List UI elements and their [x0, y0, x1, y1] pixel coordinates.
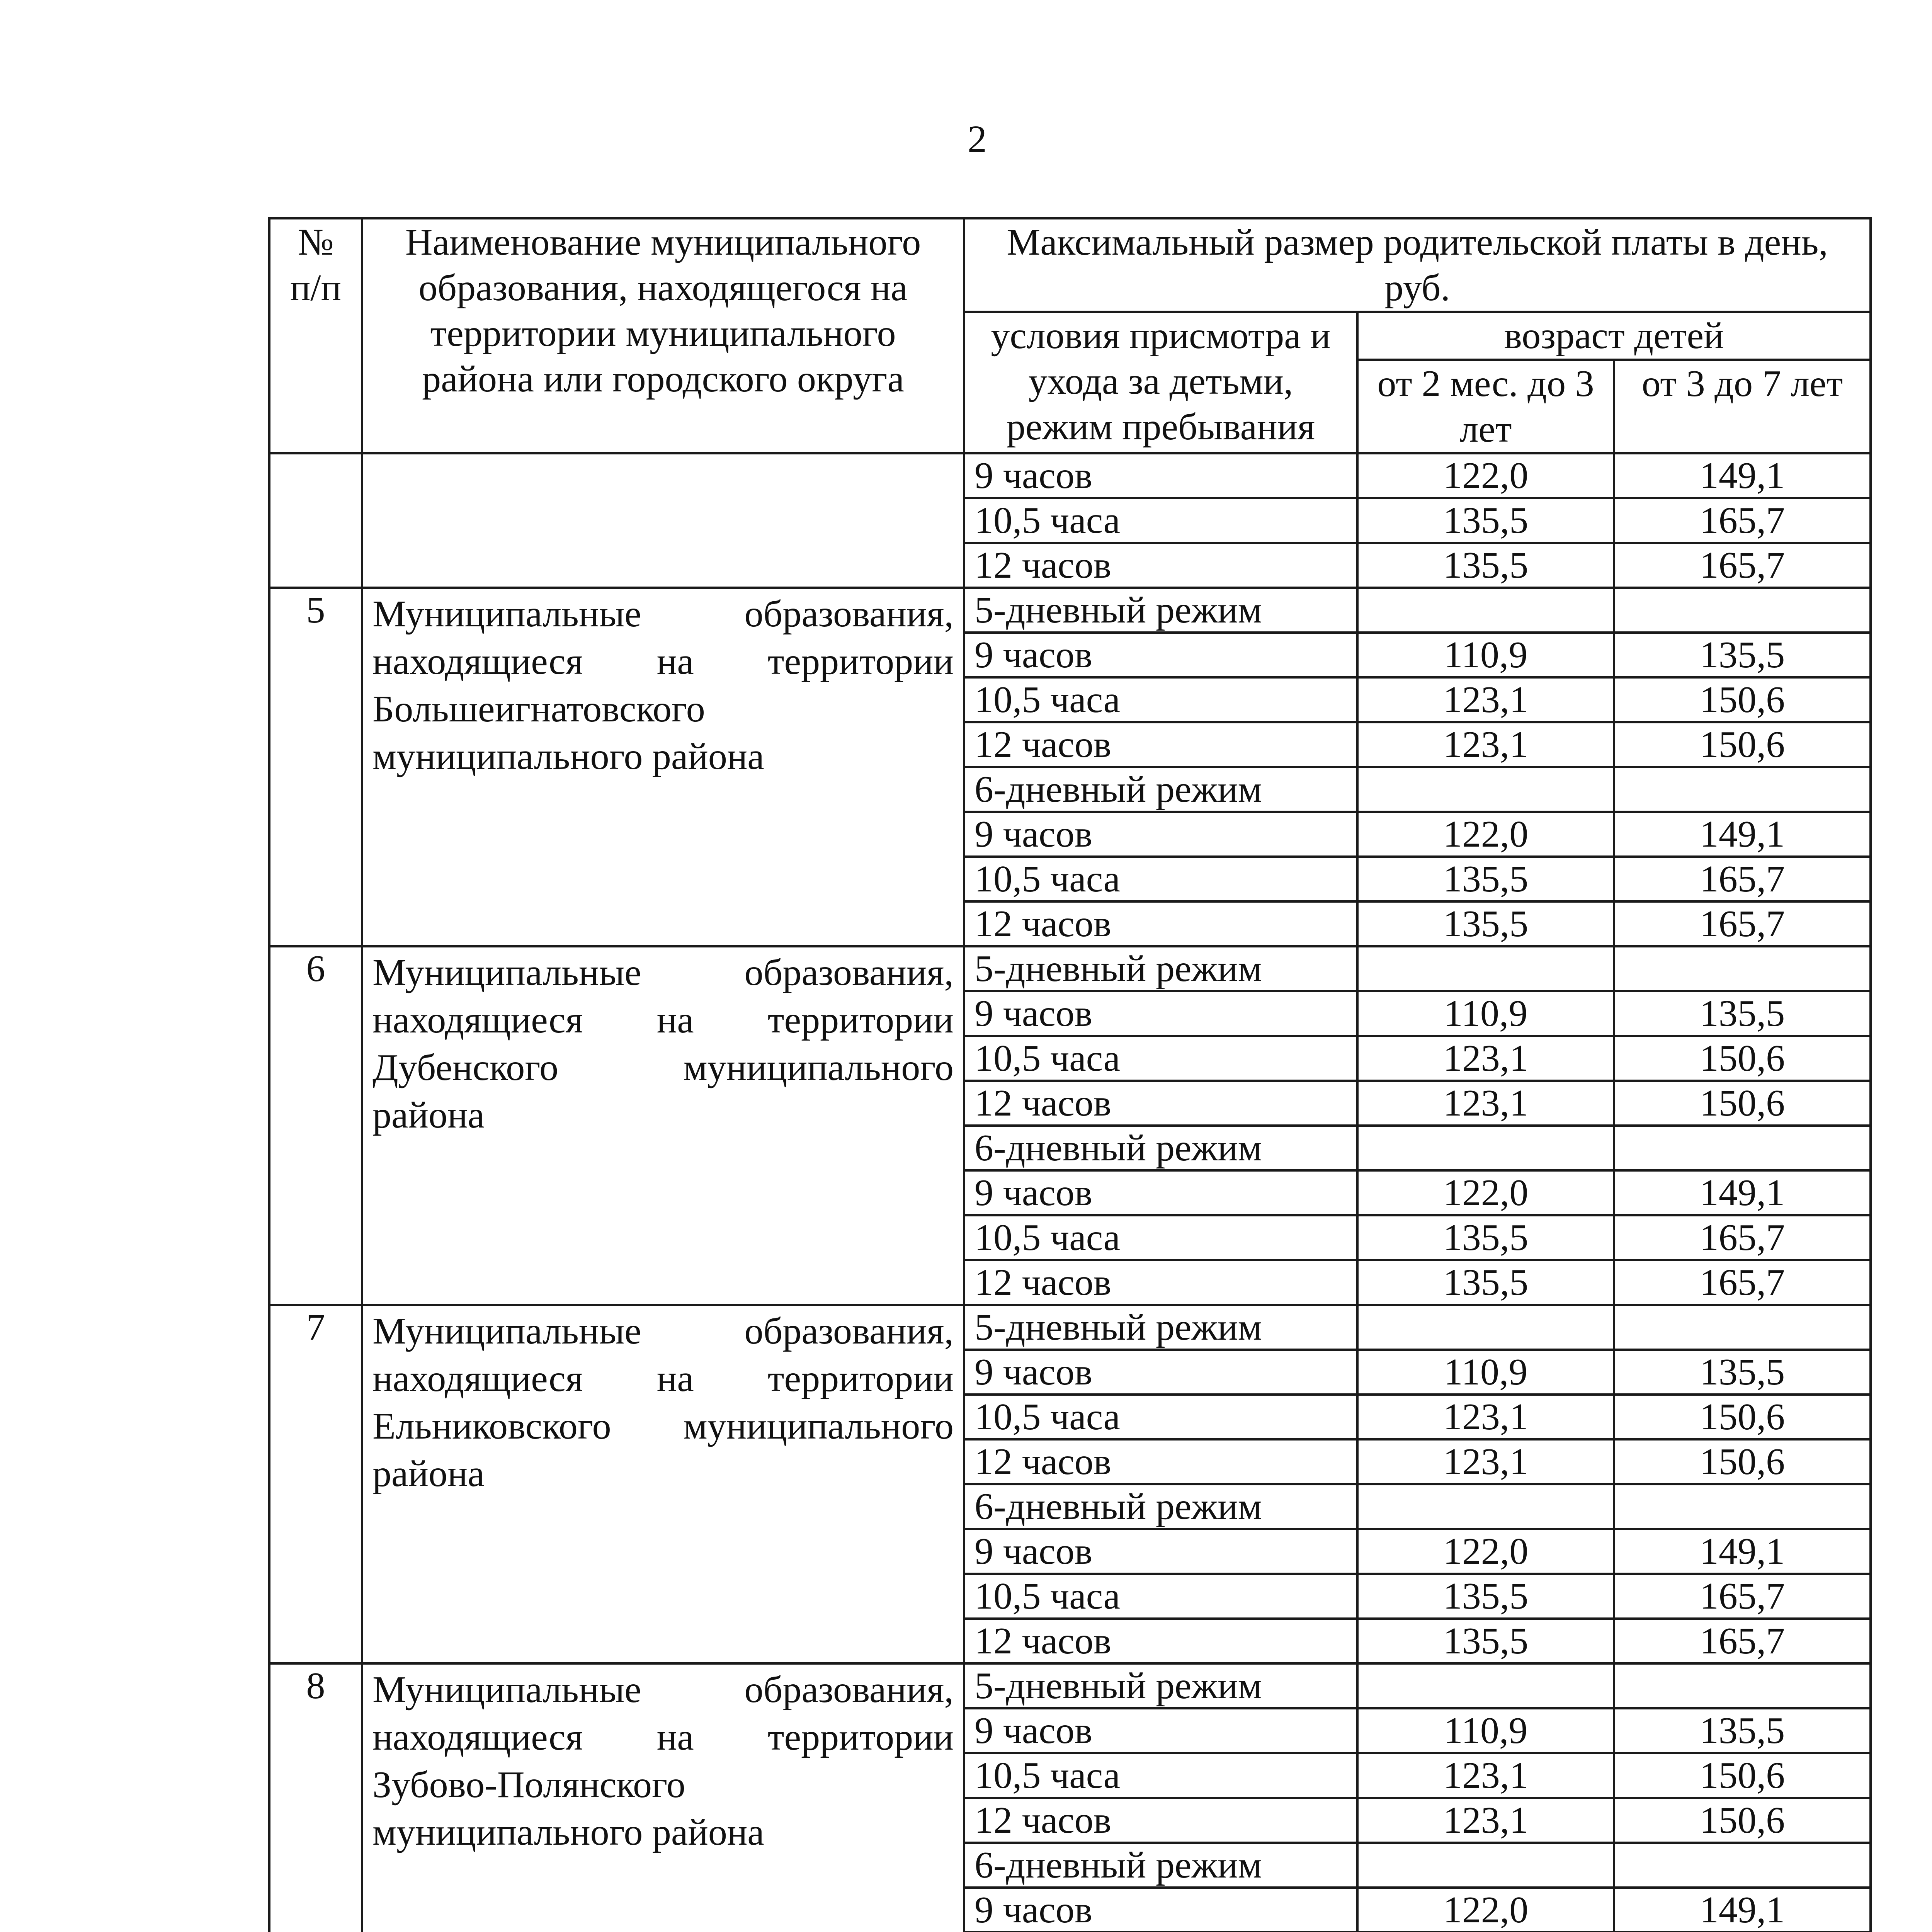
value-age2-cell: 135,5: [1614, 991, 1871, 1036]
value-age1-cell: 135,5: [1357, 1574, 1614, 1619]
value-age1-cell: 122,0: [1357, 453, 1614, 498]
condition-cell: 12 часов: [964, 543, 1357, 588]
page-number: 2: [968, 117, 987, 160]
condition-cell: 12 часов: [964, 1260, 1357, 1305]
table-row: [269, 946, 1871, 991]
value-age1-cell: 122,0: [1357, 812, 1614, 857]
header-fee: Максимальный размер родительской платы в день, руб.: [964, 218, 1871, 312]
condition-cell: 9 часов: [964, 1170, 1357, 1215]
condition-cell: 10,5 часа: [964, 1574, 1357, 1619]
value-age1-cell: 135,5: [1357, 857, 1614, 901]
value-age2-cell: 149,1: [1614, 1529, 1871, 1574]
condition-cell: 10,5 часа: [964, 1215, 1357, 1260]
header-conditions: условия присмотра и ухода за детьми, режим пребывания: [964, 312, 1357, 453]
condition-cell: 9 часов: [964, 1350, 1357, 1395]
condition-cell: 12 часов: [964, 722, 1357, 767]
condition-cell: 10,5 часа: [964, 498, 1357, 543]
value-age1-cell: 135,5: [1357, 1619, 1614, 1663]
value-age2-cell: [1614, 1305, 1871, 1350]
table-row: [269, 588, 1871, 633]
value-age2-cell: 165,7: [1614, 1619, 1871, 1663]
value-age2-cell: 149,1: [1614, 812, 1871, 857]
municipality-name-cell: [362, 453, 964, 588]
value-age2-cell: 135,5: [1614, 1350, 1871, 1395]
table-row: [269, 453, 1871, 498]
value-age2-cell: 165,7: [1614, 1260, 1871, 1305]
condition-cell: 6-дневный режим: [964, 1843, 1357, 1888]
municipality-name-cell: Муниципальные образования, находящиеся на территории Дубенского муниципального района: [362, 946, 964, 1305]
value-age1-cell: 122,0: [1357, 1529, 1614, 1574]
condition-cell: 5-дневный режим: [964, 1305, 1357, 1350]
header-age1: от 2 мес. до 3 лет: [1357, 360, 1614, 453]
value-age1-cell: 123,1: [1357, 1081, 1614, 1126]
value-age1-cell: 110,9: [1357, 1708, 1614, 1753]
value-age2-cell: [1614, 1843, 1871, 1888]
condition-cell: 6-дневный режим: [964, 1126, 1357, 1170]
value-age1-cell: 123,1: [1357, 1753, 1614, 1798]
value-age1-cell: 123,1: [1357, 677, 1614, 722]
condition-cell: 9 часов: [964, 991, 1357, 1036]
value-age2-cell: [1614, 1663, 1871, 1708]
condition-cell: 5-дневный режим: [964, 588, 1357, 633]
condition-cell: 5-дневный режим: [964, 1663, 1357, 1708]
condition-cell: 9 часов: [964, 812, 1357, 857]
value-age1-cell: [1357, 1305, 1614, 1350]
value-age2-cell: 165,7: [1614, 1574, 1871, 1619]
value-age1-cell: [1357, 588, 1614, 633]
row-number-cell: 6: [269, 946, 362, 1305]
condition-cell: 10,5 часа: [964, 1395, 1357, 1439]
value-age1-cell: 135,5: [1357, 543, 1614, 588]
value-age2-cell: 150,6: [1614, 1081, 1871, 1126]
row-number-cell: [269, 453, 362, 588]
municipality-name-cell: Муниципальные образования, находящиеся на территории Зубово-Полянского муниципального района: [362, 1663, 964, 1932]
condition-cell: 12 часов: [964, 1619, 1357, 1663]
value-age2-cell: [1614, 588, 1871, 633]
header-num: № п/п: [269, 218, 362, 453]
header-name: Наименование муниципального образования, находящегося на территории муниципального района или городского округа: [362, 218, 964, 453]
value-age2-cell: 135,5: [1614, 633, 1871, 677]
value-age2-cell: 165,7: [1614, 1215, 1871, 1260]
condition-cell: 9 часов: [964, 453, 1357, 498]
value-age2-cell: 165,7: [1614, 498, 1871, 543]
value-age2-cell: 150,6: [1614, 1753, 1871, 1798]
value-age2-cell: 165,7: [1614, 857, 1871, 901]
value-age1-cell: 122,0: [1357, 1888, 1614, 1932]
value-age1-cell: 135,5: [1357, 901, 1614, 946]
value-age1-cell: [1357, 1843, 1614, 1888]
value-age2-cell: 150,6: [1614, 1798, 1871, 1843]
value-age2-cell: 165,7: [1614, 543, 1871, 588]
value-age1-cell: 110,9: [1357, 633, 1614, 677]
value-age1-cell: 135,5: [1357, 1215, 1614, 1260]
value-age2-cell: 135,5: [1614, 1708, 1871, 1753]
value-age1-cell: [1357, 946, 1614, 991]
value-age1-cell: 110,9: [1357, 991, 1614, 1036]
fee-table-body: [269, 218, 1871, 1932]
condition-cell: 5-дневный режим: [964, 946, 1357, 991]
row-number-cell: 8: [269, 1663, 362, 1932]
header-row-1: [269, 218, 1871, 312]
value-age2-cell: 149,1: [1614, 453, 1871, 498]
condition-cell: 9 часов: [964, 633, 1357, 677]
header-age2: от 3 до 7 лет: [1614, 360, 1871, 453]
condition-cell: 9 часов: [964, 1708, 1357, 1753]
value-age1-cell: [1357, 767, 1614, 812]
value-age2-cell: 150,6: [1614, 1439, 1871, 1484]
value-age1-cell: 135,5: [1357, 1260, 1614, 1305]
condition-cell: 10,5 часа: [964, 677, 1357, 722]
condition-cell: 9 часов: [964, 1888, 1357, 1932]
value-age1-cell: [1357, 1126, 1614, 1170]
header-age: возраст детей: [1357, 312, 1871, 360]
condition-cell: 6-дневный режим: [964, 1484, 1357, 1529]
value-age2-cell: [1614, 946, 1871, 991]
value-age2-cell: [1614, 1484, 1871, 1529]
value-age1-cell: 135,5: [1357, 498, 1614, 543]
condition-cell: 12 часов: [964, 1439, 1357, 1484]
value-age1-cell: 123,1: [1357, 1036, 1614, 1081]
value-age1-cell: 122,0: [1357, 1170, 1614, 1215]
condition-cell: 10,5 часа: [964, 1036, 1357, 1081]
value-age2-cell: 150,6: [1614, 1036, 1871, 1081]
row-number-cell: 5: [269, 588, 362, 946]
value-age2-cell: [1614, 1126, 1871, 1170]
value-age2-cell: 149,1: [1614, 1888, 1871, 1932]
municipality-name-cell: Муниципальные образования, находящиеся на территории Ельниковского муниципального района: [362, 1305, 964, 1663]
condition-cell: 10,5 часа: [964, 857, 1357, 901]
value-age2-cell: 149,1: [1614, 1170, 1871, 1215]
value-age1-cell: 123,1: [1357, 1798, 1614, 1843]
condition-cell: 12 часов: [964, 1081, 1357, 1126]
table-row: [269, 1305, 1871, 1350]
value-age1-cell: [1357, 1484, 1614, 1529]
value-age2-cell: [1614, 767, 1871, 812]
condition-cell: 10,5 часа: [964, 1753, 1357, 1798]
value-age1-cell: 123,1: [1357, 1395, 1614, 1439]
condition-cell: 12 часов: [964, 1798, 1357, 1843]
value-age1-cell: 123,1: [1357, 722, 1614, 767]
condition-cell: 12 часов: [964, 901, 1357, 946]
value-age2-cell: 150,6: [1614, 1395, 1871, 1439]
value-age2-cell: 150,6: [1614, 677, 1871, 722]
fee-table: [268, 217, 1872, 1932]
row-number-cell: 7: [269, 1305, 362, 1663]
table-row: [269, 1663, 1871, 1708]
condition-cell: 6-дневный режим: [964, 767, 1357, 812]
value-age2-cell: 150,6: [1614, 722, 1871, 767]
municipality-name-cell: Муниципальные образования, находящиеся на территории Большеигнатовского муниципального района: [362, 588, 964, 946]
value-age2-cell: 165,7: [1614, 901, 1871, 946]
value-age1-cell: 110,9: [1357, 1350, 1614, 1395]
value-age1-cell: [1357, 1663, 1614, 1708]
condition-cell: 9 часов: [964, 1529, 1357, 1574]
value-age1-cell: 123,1: [1357, 1439, 1614, 1484]
